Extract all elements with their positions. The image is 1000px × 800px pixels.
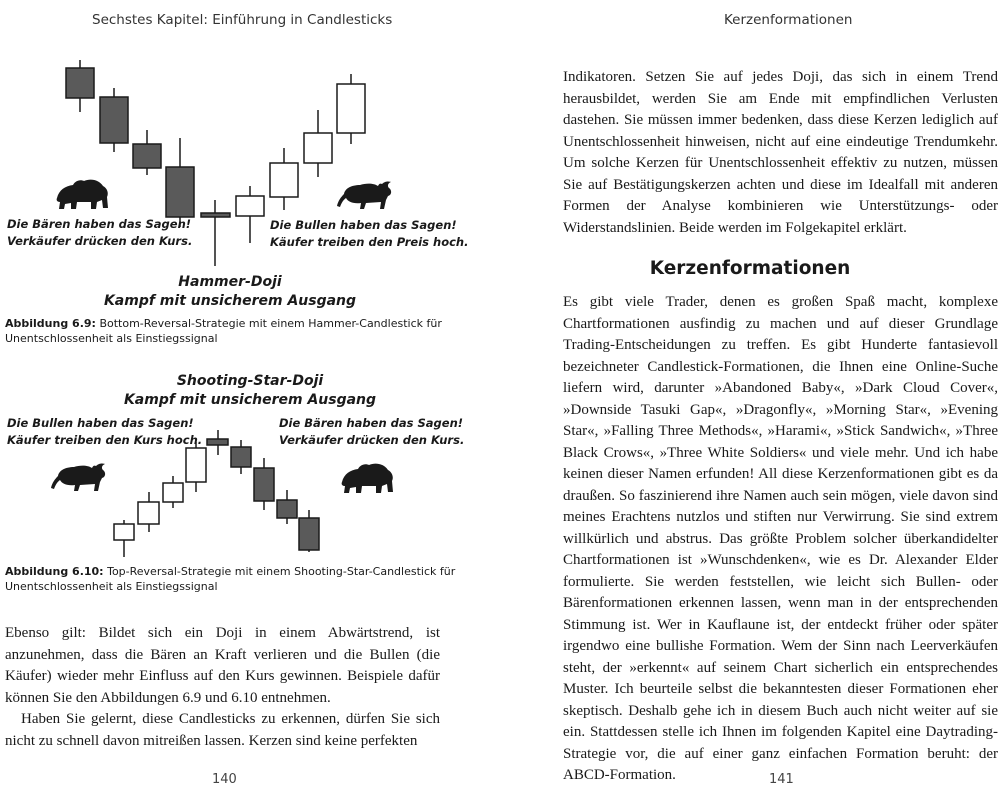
bull-icon xyxy=(337,182,391,210)
candle-bear-d xyxy=(299,510,319,552)
figure2-caption-text: Top-Reversal-Strategie mit einem Shooting-Star-Candlestick für Unentschlossenheit als Einstiegssignal xyxy=(5,565,456,593)
candle-bull-c xyxy=(163,476,183,508)
figure1-caption-label: Abbildung 6.9: xyxy=(5,317,96,330)
candle-bear-c xyxy=(277,490,297,524)
figure1-note-bears-line2: Verkäufer drücken den Kurs. xyxy=(7,234,193,248)
figure1-caption xyxy=(5,316,475,346)
candle-bull-4 xyxy=(337,74,365,144)
figure2-caption xyxy=(5,564,475,594)
candle-bear-a xyxy=(231,440,251,474)
figure1-title-line1: Hammer-Doji xyxy=(178,274,282,290)
figure1-note-bears-line1: Die Bären haben das Sagen! xyxy=(7,217,191,231)
figure1-caption-text: Bottom-Reversal-Strategie mit einem Hammer-Candlestick für Unentschlossenheit als Einstiegssignal xyxy=(5,317,442,345)
candle-bull-3 xyxy=(304,110,332,177)
page-number-left: 140 xyxy=(212,772,237,787)
hammer-doji-chart xyxy=(0,0,500,320)
figure2-title-line1: Shooting-Star-Doji xyxy=(176,373,324,389)
bull-icon xyxy=(51,464,105,492)
left-body-text xyxy=(5,623,440,752)
figure2-title xyxy=(80,372,420,410)
figure1-note-bulls-line2: Käufer treiben den Preis hoch. xyxy=(270,235,469,249)
candle-bull-d xyxy=(186,442,206,492)
left-paragraph-1: Ebenso gilt: Bildet sich ein Doji in einem Abwärtstrend, ist anzunehmen, dass die Bären an Kraft verlieren und die Bullen (die Käufer) wieder mehr Einfluss auf den Kurs gewinnen. Beispiele dafür können Sie den Abbildungen 6.9 und 6.10 entnehmen. xyxy=(5,625,440,706)
figure2-note-bulls-line2: Käufer treiben den Kurs hoch. xyxy=(7,433,203,447)
candle-bear-2 xyxy=(100,88,128,152)
right-page xyxy=(500,0,1000,800)
candle-bull-2 xyxy=(270,148,298,210)
right-paragraph-1: Indikatoren. Setzen Sie auf jedes Doji, das sich in einem Trend herausbildet, werden Sie am Ende mit empfindlichen Verlusten dastehen. Sie müssen immer bedenken, dass diese Kerzen lediglich auf Unentschlossenheit hinweisen, nicht auf eine eindeutige Trendumkehr. Um solche Kerzen für Unentschlossenheit effektiv zu nutzen, müssen Sie auf Bestätigungskerzen achten und diese im Idealfall mit anderen Formen der Analyse kombinieren wie Unterstützungs- oder Widerstandslinien. Beide werden im Folgekapitel erklärt. xyxy=(563,69,998,236)
running-head-right: Kerzenformationen xyxy=(724,12,853,28)
running-head-left: Sechstes Kapitel: Einführung in Candlesticks xyxy=(92,12,393,28)
bear-icon xyxy=(57,180,108,209)
figure2-caption-label: Abbildung 6.10: xyxy=(5,565,104,578)
figure2-title-line2: Kampf mit unsicherem Ausgang xyxy=(123,392,377,408)
figure1-note-bulls-line1: Die Bullen haben das Sagen! xyxy=(270,218,457,232)
figure1-note-bulls xyxy=(270,217,469,251)
candle-bear-4 xyxy=(166,138,194,227)
right-paragraph-2: Es gibt viele Trader, denen es großen Spaß macht, komplexe Chartformationen ausfindig zu machen und auf dieser Grundlage Trading-Entscheidungen zu treffen. Es gibt Hunderte fantasievoll bezeichneter Candlestick-Formationen, die Ihnen eine Online-Suche liefern wird, darunter »Abandoned Baby«, »Dark Cloud Cover«, »Downside Tasuki Gap«, »Dragonfly«, »Morning Star«, »Evening Star«, »Falling Three Methods«, »Harami«, »Stick Sandwich«, »Three Black Crows«, »Three White Soldiers« und viele mehr. Und ich habe keinen dieser Namen erfunden! All diese Kerzenformationen gibt es da draußen. So faszinierend ihre Namen auch sein mögen, viele davon sind meines Erachtens nutzlos und stiften nur Verwirrung. Sie sind extrem willkürlich und abstrus. Das größte Problem solcher überkandidelter Chartformationen ist »Wunschdenken«, wie es Dr. Alexander Elder formulierte. Sie werden feststellen, wie leicht sich Bullen- oder Bärenformationen erkennen lassen, wenn man in der entsprechenden Stimmung ist. Wer in Kauflaune ist, der entdeckt früher oder später irgendwo eine bullishe Formation. Wem der Sinn nach Leerverkäufen steht, der »erkennt« auf seinem Chart sicherlich ein entsprechendes Muster. Ich beurteile selbst die bekanntesten dieser Formationen eher skeptisch. Deshalb gehe ich in diesem Buch auch nicht weiter auf sie ein. Stattdessen stelle ich Ihnen im folgenden Kapitel eine Daytrading-Strategie vor, die auf einer ganz einfachen Formation beruht: der ABCD-Formation. xyxy=(563,294,998,783)
candle-bear-3 xyxy=(133,130,161,175)
candle-bull-b xyxy=(138,492,159,532)
figure2-note-bears-line1: Die Bären haben das Sagen! xyxy=(279,416,463,430)
candle-bull-a xyxy=(114,520,134,557)
candle-shooting-star-doji xyxy=(207,430,228,455)
candle-bear-1 xyxy=(66,60,94,112)
figure1-note-bears xyxy=(7,216,192,250)
figure1-title xyxy=(60,273,400,311)
candle-bull-1 xyxy=(236,186,264,243)
page-number-right: 141 xyxy=(769,772,794,787)
section-heading: Kerzenformationen xyxy=(649,258,851,279)
left-paragraph-2: Haben Sie gelernt, diese Candlesticks zu erkennen, dürfen Sie sich nicht zu schnell davon mitreißen lassen. Kerzen sind keine perfekten xyxy=(5,711,440,749)
figure2-note-bears-line2: Verkäufer drücken den Kurs. xyxy=(279,433,465,447)
candle-bear-b xyxy=(254,458,274,510)
figure2-note-bulls-line1: Die Bullen haben das Sagen! xyxy=(7,416,194,430)
figure1-title-line2: Kampf mit unsicherem Ausgang xyxy=(103,293,357,309)
bear-icon xyxy=(342,464,393,493)
candle-hammer-doji xyxy=(201,200,230,266)
